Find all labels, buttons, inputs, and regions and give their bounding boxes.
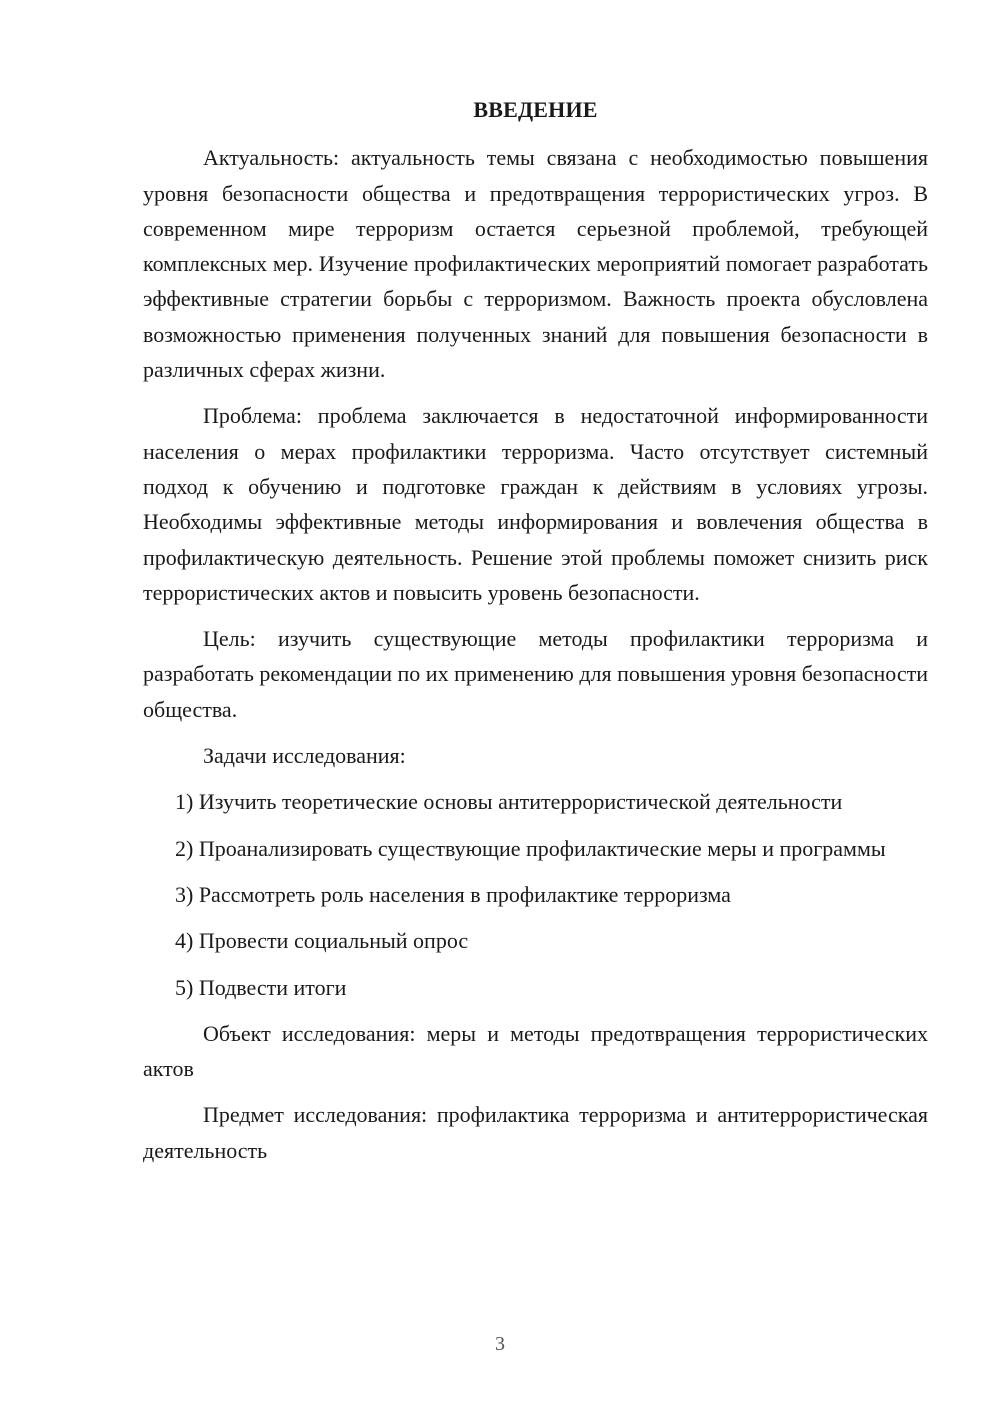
- goal-paragraph: Цель: изучить существующие методы профилактики терроризма и разработать рекомендации по их применению для повышения уровня безопасности общества.: [143, 626, 928, 722]
- page-content: [143, 92, 928, 1179]
- subject-paragraph: Предмет исследования: профилактика терроризма и антитеррористическая деятельность: [143, 1102, 928, 1163]
- page-number: 3: [495, 1333, 505, 1355]
- task-item: 1) Изучить теоретические основы антитеррористической деятельности: [175, 789, 843, 815]
- task-item: 3) Рассмотреть роль населения в профилактике терроризма: [175, 881, 731, 907]
- task-item: 5) Подвести итоги: [175, 974, 347, 1000]
- problem-paragraph: Проблема: проблема заключается в недостаточной информированности населения о мерах профилактики терроризма. Часто отсутствует системный подход к обучению и подготовке граждан к действиям в условиях угрозы. Необходимы эффективные методы информирования и вовлечения общества в профилактическую деятельность. Решение этой проблемы поможет снизить риск террористических актов и повысить уровень безопасности.: [143, 403, 928, 605]
- task-item: 2) Проанализировать существующие профилактические меры и программы: [175, 835, 886, 861]
- object-paragraph: Объект исследования: меры и методы предотвращения террористических актов: [143, 1020, 928, 1082]
- tasks-heading: Задачи исследования:: [203, 743, 406, 769]
- page-title: ВВЕДЕНИЕ: [473, 97, 598, 122]
- task-item: 4) Провести социальный опрос: [175, 928, 469, 954]
- relevance-paragraph: Актуальность: актуальность темы связана с необходимостью повышения уровня безопасности общества и предотвращения террористических угроз. В современном мире терроризм остается серьезной проблемой, требующей комплексных мер. Изучение профилактических мероприятий помогает разработать эффективные стратегии борьбы с терроризмом. Важность проекта обусловлена возможностью применения полученных знаний для повышения безопасности в различных сферах жизни.: [143, 145, 928, 383]
